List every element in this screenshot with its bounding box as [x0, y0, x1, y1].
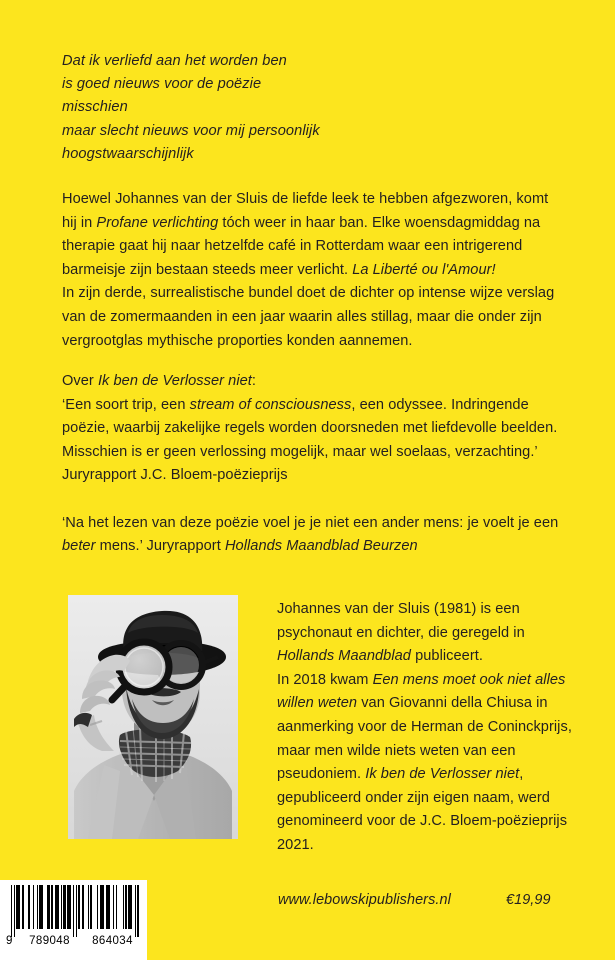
quote-2-source: Hollands Maandblad Beurzen [224, 538, 418, 555]
blurb-paragraph-1 [62, 188, 562, 282]
quote-spacer [62, 488, 562, 512]
barcode [0, 880, 147, 960]
author-portrait-illustration [68, 595, 238, 839]
bio-text: van Giovanni della Chiusa in aanmerking voor de Herman de Coninckprijs, maar men wilde niets weten van een pseudoniem. [277, 695, 572, 783]
book-title-verlosser-bio: Ik ben de Verlosser niet [365, 766, 520, 783]
quote-1-emphasis: stream of consciousness [189, 396, 352, 413]
book-title-la-liberte: La Liberté ou l'Amour! [352, 261, 496, 278]
quote-intro-text: Over [62, 373, 98, 389]
barcode-bars [11, 885, 140, 935]
quote-1-text: , een odyssee. Indringende poëzie, waarbij zakelijke regels worden doorsneden met liefdevolle beelden. Misschien is er geen verlossing mogelijk, maar wel soelaas, verzachting.’ Juryrapport J.C. Bloem-poëzieprijs [62, 396, 558, 484]
book-title-een-mens: Een mens moet ook niet alles willen weten [277, 671, 566, 712]
publisher-website[interactable]: www.lebowskipublishers.nl [278, 892, 451, 908]
book-title-profane-verlichting: Profane verlichting [96, 214, 219, 231]
barcode-digits [6, 935, 144, 947]
quote-1-text: ‘Een soort trip, een [62, 396, 190, 413]
review-quotes [62, 370, 562, 559]
barcode-digits-left: 789048 [29, 935, 70, 947]
author-photo [68, 595, 238, 839]
quote-2-text: ‘Na het lezen van deze poëzie voel je je niet een ander mens: je voelt je een [62, 514, 559, 531]
quote-2 [62, 512, 562, 559]
poem-line: misschien [62, 99, 128, 116]
book-blurb [62, 188, 562, 353]
bio-text: , gepubliceerd onder zijn eigen naam, werd genomineerd voor de J.C. Bloem-poëzieprijs 2021. [277, 766, 568, 853]
bio-text: In 2018 kwam [277, 671, 373, 688]
poem-line: Dat ik verliefd aan het worden ben [62, 53, 287, 69]
author-bio [277, 598, 577, 858]
quote-intro-colon: : [251, 373, 257, 389]
blurb-paragraph-2: In zijn derde, surrealistische bundel doet de dichter op intense wijze verslag van de zomermaanden in een jaar waarin alles stillag, maar die onder zijn vergrootglas mythische proporties konden aannemen. [62, 285, 555, 349]
price-label: €19,99 [506, 892, 551, 908]
barcode-digits-right: 864034 [92, 935, 133, 947]
quote-2-text: mens.’ Juryrapport [95, 538, 225, 555]
poem-line: maar slecht nieuws voor mij persoonlijk [62, 122, 320, 139]
poem-excerpt [62, 50, 542, 166]
quote-intro [62, 370, 562, 394]
blurb-text: tóch weer in haar ban. Elke woensdagmiddag na therapie gaat hij naar hetzelfde café in Rotterdam waar een intrigerend barmeisje zijn bestaan steeds meer verlicht. [62, 214, 541, 278]
blurb-text: Hoewel Johannes van der Sluis de liefde leek te hebben afgezworen, komt hij in [62, 191, 549, 231]
book-title-verlosser: Ik ben de Verlosser niet [97, 373, 252, 389]
bio-text: publiceert. [410, 648, 483, 665]
quote-1 [62, 394, 562, 488]
barcode-digit-first: 9 [6, 935, 13, 947]
magazine-title-hollands-maandblad: Hollands Maandblad [277, 648, 411, 665]
poem-line: hoogstwaarschijnlijk [62, 145, 194, 162]
poem-line: is goed nieuws voor de poëzie [62, 76, 262, 93]
author-bio-text [277, 598, 577, 858]
bio-text: Johannes van der Sluis (1981) is een psychonaut en dichter, die geregeld in [277, 601, 525, 641]
quote-2-emphasis: beter [62, 538, 96, 555]
